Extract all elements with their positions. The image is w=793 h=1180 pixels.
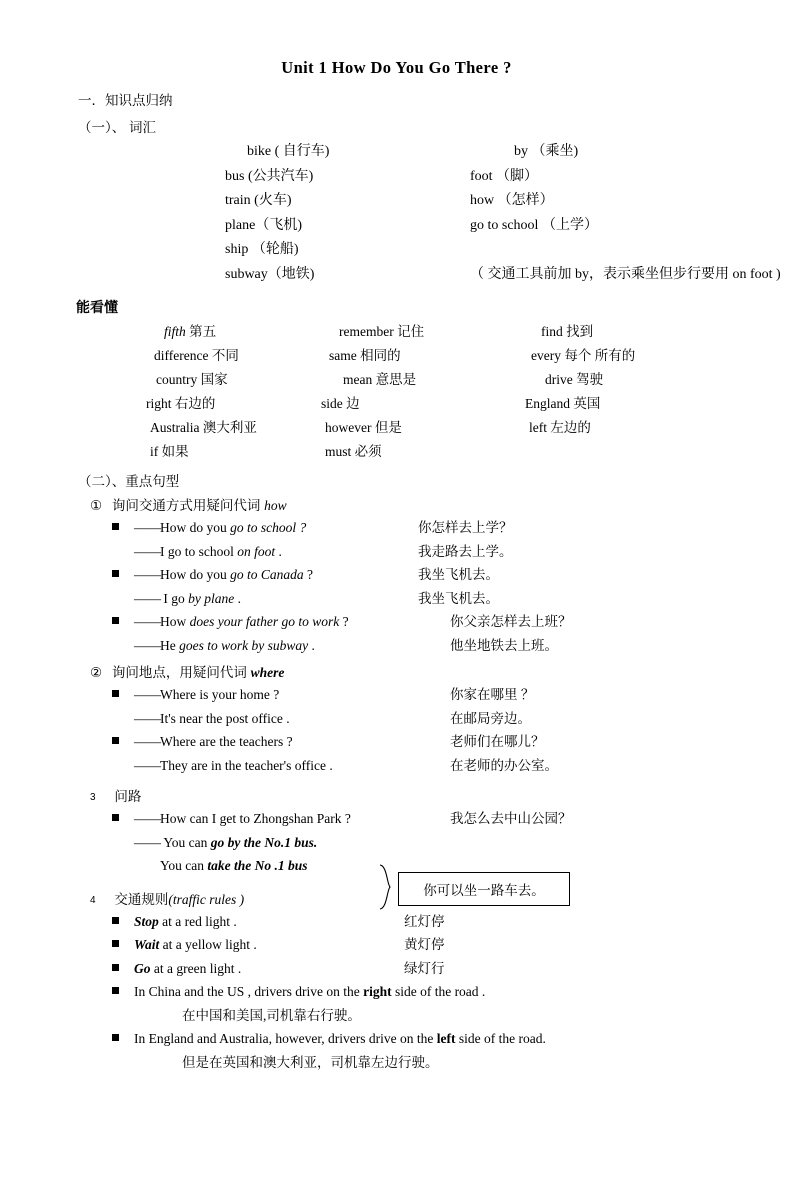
list-item xyxy=(112,831,793,855)
dash-icon: —— xyxy=(134,590,161,606)
sentence-en: How does your father go to work ? xyxy=(160,614,349,629)
point-keyword: where xyxy=(250,665,285,680)
sentence-en: You can go by the No.1 bus. xyxy=(160,834,318,850)
vocab-row xyxy=(225,140,793,165)
word-entry: drive 驾驶 xyxy=(545,372,604,387)
rule-keyword: Go xyxy=(134,960,151,976)
can-read-row xyxy=(146,392,793,416)
word-entry: fifth 第五 xyxy=(164,324,217,339)
word-entry xyxy=(515,440,793,464)
spacer xyxy=(112,840,119,847)
dash-icon: —— xyxy=(134,520,161,535)
sentence-cn: 我坐飞机去。 xyxy=(418,567,499,582)
point-text: 询问交通方式用疑问代词 xyxy=(111,498,265,513)
knowledge-heading: 一．知识点归纳 xyxy=(78,93,173,108)
sentence-cn: 但是在英国和澳大利亚，司机靠左边行驶。 xyxy=(182,1054,439,1070)
sentence-en: In England and Australia, however, drivers drive on the left side of the road. xyxy=(134,1031,546,1046)
sentence-cn: 红灯停 xyxy=(404,913,445,929)
word-entry: remember 记住 xyxy=(339,324,425,339)
vocab-note: （ 交通工具前加 by，表示乘坐但步行要用 on foot ) xyxy=(470,266,781,282)
list-item xyxy=(112,563,793,587)
list-item xyxy=(112,610,793,634)
point-2-items xyxy=(112,683,793,777)
list-item xyxy=(112,754,793,778)
word-entry: side 边 xyxy=(321,396,360,411)
word-entry: however 但是 xyxy=(325,420,402,435)
rule-keyword: Wait xyxy=(134,937,160,952)
vocab-row xyxy=(225,238,793,263)
sentence-cn: 你家在哪里 ？ xyxy=(450,687,535,702)
word-entry: left 左边的 xyxy=(529,420,591,435)
can-read-row xyxy=(146,416,793,440)
point-text: 询问地点，用疑问代词 xyxy=(111,665,251,680)
list-item xyxy=(112,730,793,754)
sentence-en: I go by plane . xyxy=(160,590,241,606)
can-read-table xyxy=(146,320,793,464)
vocab-word-en: foot （脚） xyxy=(470,168,539,184)
list-item xyxy=(112,540,793,564)
sentence-en: You can take the No .1 bus xyxy=(160,858,308,873)
can-read-row xyxy=(146,320,793,344)
word-entry: same 相同的 xyxy=(329,348,401,363)
rule-rest: at a green light . xyxy=(150,960,242,976)
dash-icon: —— xyxy=(134,710,161,726)
list-item xyxy=(112,910,793,934)
sentence-en xyxy=(134,910,404,934)
point-text: 交通规则 xyxy=(114,891,169,907)
point-keyword: how xyxy=(264,498,287,513)
point-1-items xyxy=(112,516,793,657)
sentence-cn: 我走路去上学。 xyxy=(418,543,513,559)
sentence-en: Where are the teachers ? xyxy=(160,734,293,749)
dash-icon: —— xyxy=(134,811,161,826)
dash-icon: —— xyxy=(134,757,161,773)
can-read-heading: 能看懂 xyxy=(76,299,118,315)
spacer xyxy=(112,643,119,650)
point-3-items xyxy=(112,807,793,878)
spacer xyxy=(112,1013,119,1020)
point-1-heading xyxy=(90,494,793,514)
dash-icon: —— xyxy=(134,567,161,582)
rule-keyword: right xyxy=(363,984,392,999)
square-bullet-icon xyxy=(112,570,119,577)
brace-icon xyxy=(378,864,392,910)
spacer xyxy=(112,863,119,870)
list-item xyxy=(112,1027,793,1051)
sentence-cn: 你父亲怎样去上班？ xyxy=(450,614,572,629)
list-item xyxy=(112,933,793,957)
dash-icon: —— xyxy=(134,734,161,749)
word-entry: if 如果 xyxy=(150,444,189,459)
vocab-word-en xyxy=(470,238,793,263)
word-entry: right 右边的 xyxy=(146,396,216,411)
square-bullet-icon xyxy=(112,617,119,624)
list-item xyxy=(112,707,793,731)
key-sentence-heading: （二）、重点句型 xyxy=(78,474,180,489)
can-read-row xyxy=(146,368,793,392)
sentence-cn: 他坐地铁去上班。 xyxy=(450,637,558,653)
point-number: 4 xyxy=(90,894,96,906)
sentence-en xyxy=(134,933,404,957)
vocab-word-en: bus (公共汽车) xyxy=(225,168,314,184)
list-item xyxy=(112,516,793,540)
word-entry: find 找到 xyxy=(541,324,594,339)
square-bullet-icon xyxy=(112,964,119,971)
word-entry: every 每个 所有的 xyxy=(531,348,636,363)
vocab-word-en: plane（飞机) xyxy=(225,217,302,233)
vocab-word-en: train (火车) xyxy=(225,193,292,208)
callout-text: 你可以坐一路车去。 xyxy=(423,883,545,898)
square-bullet-icon xyxy=(112,523,119,530)
word-entry: must 必须 xyxy=(325,444,382,459)
point-3-heading xyxy=(90,785,793,805)
vocab-row xyxy=(225,263,793,288)
sentence-en: He goes to work by subway . xyxy=(160,637,315,653)
vocab-word-en: how （怎样） xyxy=(470,193,554,208)
dash-icon: —— xyxy=(134,614,161,629)
point-2-heading xyxy=(90,661,793,681)
callout-box xyxy=(398,872,570,906)
square-bullet-icon xyxy=(112,1034,119,1041)
sentence-en: It's near the post office . xyxy=(160,710,290,726)
list-item xyxy=(112,683,793,707)
square-bullet-icon xyxy=(112,987,119,994)
rule-rest: at a red light . xyxy=(158,913,237,929)
list-item xyxy=(112,587,793,611)
spacer xyxy=(112,763,119,770)
list-item xyxy=(112,1004,793,1028)
square-bullet-icon xyxy=(112,940,119,947)
document-page xyxy=(0,58,793,1180)
sentence-cn: 在邮局旁边。 xyxy=(450,710,531,726)
spacer xyxy=(112,549,119,556)
dash-icon: —— xyxy=(134,834,161,850)
sentence-cn: 绿灯行 xyxy=(404,960,445,976)
can-read-row xyxy=(146,344,793,368)
sentence-en: They are in the teacher's office . xyxy=(160,757,333,773)
list-item xyxy=(112,634,793,658)
sentence-en: How do you go to school ? xyxy=(160,520,307,535)
dash-icon: —— xyxy=(134,543,161,559)
spacer xyxy=(112,596,119,603)
vocab-word-en: subway（地铁) xyxy=(225,266,315,282)
sentence-cn-2: 我坐飞机去。 xyxy=(418,590,499,606)
spacer xyxy=(112,1060,119,1067)
rule-rest: at a yellow light . xyxy=(159,937,257,952)
sentence-cn: 我怎么去中山公园？ xyxy=(450,811,572,826)
sentence-en: In China and the US , drivers drive on the right side of the road . xyxy=(134,984,486,999)
square-bullet-icon xyxy=(112,917,119,924)
can-read-row xyxy=(146,440,793,464)
vocab-heading: （一）、 词汇 xyxy=(78,120,157,135)
square-bullet-icon xyxy=(112,737,119,744)
sentence-cn: 老师们在哪儿？ xyxy=(450,734,545,749)
word-entry: difference 不同 xyxy=(154,348,239,363)
sentence-en: How can I get to Zhongshan Park ? xyxy=(160,811,351,826)
point-number: ① xyxy=(90,498,103,513)
point-text: 问路 xyxy=(114,789,142,804)
vocab-word-en: bike ( 自行车) xyxy=(247,144,330,159)
point-number: ② xyxy=(90,665,103,680)
vocab-row xyxy=(225,214,793,239)
list-item xyxy=(112,807,793,831)
sentence-en: Where is your home ? xyxy=(160,687,280,702)
word-entry: mean 意思是 xyxy=(343,372,417,387)
vocab-word-en: by （乘坐) xyxy=(514,144,579,159)
list-item xyxy=(112,1051,793,1075)
square-bullet-icon xyxy=(112,690,119,697)
sentence-en: How do you go to Canada ? xyxy=(160,567,314,582)
list-item xyxy=(112,980,793,1004)
dash-icon: —— xyxy=(134,637,161,653)
rule-keyword: Stop xyxy=(134,913,159,929)
vocab-word-en: ship （轮船) xyxy=(225,242,299,257)
word-entry: Australia 澳大利亚 xyxy=(150,420,257,435)
vocab-word-en: go to school （上学） xyxy=(470,217,598,233)
spacer xyxy=(112,716,119,723)
point-number: 3 xyxy=(90,792,96,803)
vocab-row xyxy=(225,189,793,214)
sentence-cn: 在中国和美国,司机靠右行驶。 xyxy=(182,1007,361,1023)
word-entry: country 国家 xyxy=(156,372,228,387)
dash-icon: —— xyxy=(134,687,161,702)
vocab-table xyxy=(225,140,793,287)
list-item xyxy=(112,957,793,981)
point-4-items xyxy=(112,910,793,1075)
page-title: Unit 1 How Do You Go There ? xyxy=(281,58,512,77)
vocab-row xyxy=(225,165,793,190)
sentence-cn: 黄灯停 xyxy=(404,937,445,952)
square-bullet-icon xyxy=(112,814,119,821)
word-entry: England 英国 xyxy=(525,396,601,411)
sentence-en xyxy=(134,957,404,981)
sentence-cn: 在老师的办公室。 xyxy=(450,757,558,773)
sentence-cn: 你怎样去上学？ xyxy=(418,520,513,535)
point-keyword: (traffic rules ) xyxy=(168,891,245,907)
rule-keyword: left xyxy=(436,1031,456,1046)
sentence-en: I go to school on foot . xyxy=(160,543,282,559)
